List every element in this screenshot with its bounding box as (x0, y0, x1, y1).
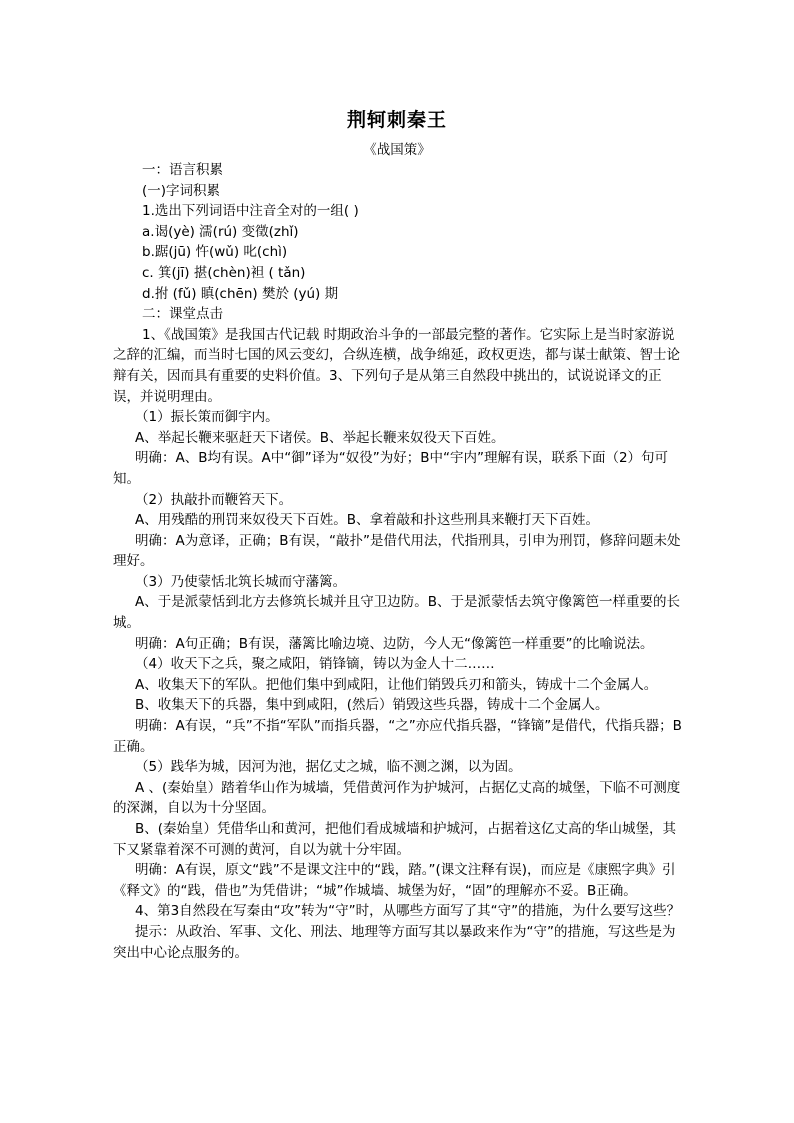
translation-item: B、(秦始皇）凭借华山和黄河，把他们看成城墙和护城河，占据着这亿丈高的华山城堡，其下又紧靠着深不可测的黄河，自以为就十分牢固。 (113, 821, 677, 858)
document-subtitle: 《战国策》 (363, 142, 431, 158)
answer-paragraph: 明确：A有误，原文“践”不是课文注中的“践，踏。”(课文注释有误)，而应是《康熙字典》引《释文》的“践，借也”为凭借讲；“城”作城墙、城堡为好，“固”的理解亦不妥。B正确。 (113, 862, 676, 899)
document-body (113, 160, 683, 963)
translation-item: A、用残酷的刑罚来奴役天下百姓。B、拿着敲和扑这些刑具来鞭打天下百姓。 (135, 512, 599, 529)
answer-paragraph: 明确：A为意译，正确；B有误，“敲扑”是借代用法，代指刑具，引申为刑罚，修辞问题未处理好。 (113, 532, 681, 570)
question-paragraph: 4、第3自然段在写秦由“攻”转为“守”时，从哪些方面写了其“守”的措施，为什么要写这些？ (135, 903, 681, 920)
paragraph: 1、《战国策》是我国古代记载 时期政治斗争的一部最完整的著作。它实际上是当时家游说之辞的汇编，而当时七国的风云变幻，合纵连横，战争绵延，政权更迭，都与谋士献策、智士论辩有关，因而具有重要的史料价值。3、下列句子是从第三自然段中挑出的，试说说译文的正误，并说明理由。 (113, 326, 680, 405)
answer-paragraph: 明确：A、B均有误。A中“御”译为“奴役”为好；B中“宇内”理解有误，联系下面（2）句可知。 (113, 450, 669, 487)
question: 1.选出下列词语中注音全对的一组( ) (142, 203, 359, 220)
translation-item: A、于是派蒙恬到北方去修筑长城并且守卫边防。B、于是派蒙恬去筑守像篱笆一样重要的长城。 (113, 594, 680, 632)
translation-item: A、举起长鞭来驱赶天下诸侯。B、举起长鞭来奴役天下百姓。 (135, 429, 505, 446)
sentence-item: （1）振长策而御宇内。 (135, 409, 279, 426)
option: c. 箕(jī) 揕(chèn)袒 ( tǎn) (142, 264, 306, 281)
translation-item: A、收集天下的军队。把他们集中到咸阳，让他们销毁兵刃和箭头，铸成十二个金属人。 (135, 676, 658, 693)
option: b.踞(jū) 忤(wǔ) 叱(chì) (142, 244, 288, 261)
sentence-item: （4）收天下之兵，聚之咸阳，销锋镝，铸以为金人十二…… (135, 656, 495, 673)
answer-paragraph: 明确：A句正确；B有误，藩篱比喻边境、边防，今人无“像篱笆一样重要”的比喻说法。 (135, 635, 654, 652)
option: a.谒(yè) 濡(rú) 变徵(zhǐ) (142, 223, 299, 240)
section-heading: 一：语言积累 (142, 162, 223, 178)
section-heading: 二：课堂点击 (142, 306, 223, 323)
document-title: 荆轲刺秦王 (346, 109, 447, 131)
sentence-item: （2）执敲扑而鞭笞天下。 (135, 491, 293, 508)
subsection-heading: (一)字词积累 (142, 182, 221, 199)
translation-item: B、收集天下的兵器，集中到咸阳，(然后）销毁这些兵器，铸成十二个金属人。 (135, 697, 609, 714)
sentence-item: （3）乃使蒙恬北筑长城而守藩篱。 (135, 573, 347, 590)
sentence-item: （5）践华为城，因河为池，据亿丈之城，临不测之渊，以为固。 (135, 759, 522, 776)
answer-paragraph: 明确：A有误，“兵”不指“军队”而指兵器，“之”亦应代指兵器，“锋镝”是借代，代指兵器；B正确。 (113, 718, 682, 755)
hint-paragraph: 提示：从政治、军事、文化、刑法、地理等方面写其以暴政来作为“守”的措施，写这些是为突出中心论点服务的。 (113, 923, 676, 961)
translation-item: A 、(秦始皇）踏着华山作为城墙，凭借黄河作为护城河，占据亿丈高的城堡，下临不可测度的深渊，自以为十分坚固。 (113, 779, 681, 817)
option: d.拊 (fǔ) 瞋(chēn) 樊於 (yú) 期 (142, 285, 339, 302)
